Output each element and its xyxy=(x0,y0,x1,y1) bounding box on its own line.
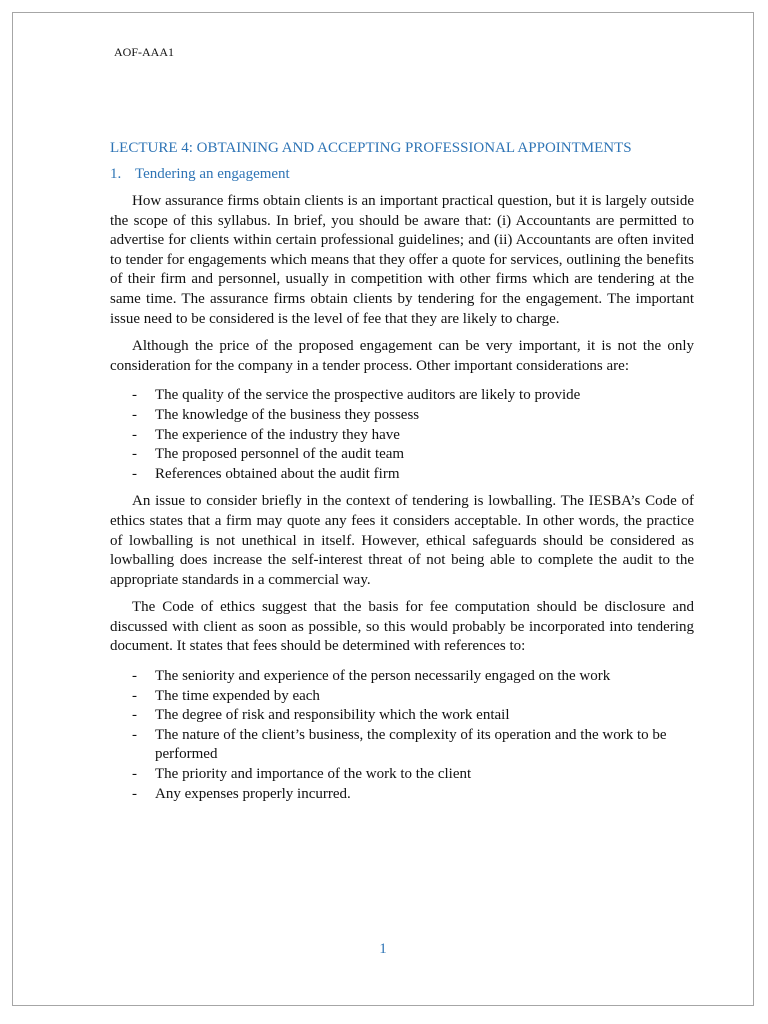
list-item-text: The proposed personnel of the audit team xyxy=(155,446,405,463)
section-number: 1. xyxy=(110,166,122,182)
paragraph-tendering-intro: How assurance firms obtain clients is an important practical question, but it is largely outside the scope of this syllabus. In brief, you should be aware that: (i) Accountants are permitted to advertise for clients within certain professional guidelines; and (ii) Accountants are often invited to tender for engagements which means that they offer a quote for services, outlining the benefits of their firm and personnel, usually in competition with other firms which are tendering at the same time. The assurance firms obtain clients by tendering for the engagement. The important issue need to be considered is the level of fee that they are likely to charge. xyxy=(110,193,694,327)
list-item xyxy=(110,785,694,805)
list-item-text: Any expenses properly incurred. xyxy=(155,785,351,802)
paragraph-lowballing: An issue to consider briefly in the context of tendering is lowballing. The IESBA’s Code of ethics states that a firm may quote any fees it considers acceptable. In other words, the practice of lowballing is not unethical in itself. However, ethical safeguards should be considered as lowballing does increase the self-interest threat of not being able to complete the audit to the appropriate standards in a commercial way. xyxy=(110,493,694,588)
list-item-text: References obtained about the audit firm xyxy=(155,465,400,482)
list-item-text: The nature of the client’s business, the complexity of its operation and the work to be performed xyxy=(155,726,667,763)
section-heading xyxy=(110,165,694,184)
list-dash: - xyxy=(132,707,137,724)
list-item xyxy=(110,687,694,707)
list-dash: - xyxy=(132,446,137,463)
list-item xyxy=(110,667,694,687)
list-dash: - xyxy=(132,426,137,443)
list-item xyxy=(110,706,694,726)
list-item xyxy=(110,386,694,406)
section-title: Tendering an engagement xyxy=(135,166,290,182)
list-dash: - xyxy=(132,785,137,802)
list-dash: - xyxy=(132,387,137,404)
list-item-text: The priority and importance of the work to the client xyxy=(155,766,472,783)
paragraph-price-consideration: Although the price of the proposed engagement can be very important, it is not the only consideration for the company in a tender process. Other important considerations are: xyxy=(110,338,694,374)
list-item xyxy=(110,726,694,765)
list-item xyxy=(110,465,694,485)
list-item xyxy=(110,765,694,785)
list-item xyxy=(110,445,694,465)
list-item-text: The experience of the industry they have xyxy=(155,426,400,443)
fee-factors-list xyxy=(110,667,694,804)
list-item xyxy=(110,426,694,446)
paragraph-fee-computation: The Code of ethics suggest that the basis for fee computation should be disclosure and discussed with client as soon as possible, so this would probably be incorporated into tendering document. It states that fees should be determined with references to: xyxy=(110,599,694,655)
document-header-code: AOF-AAA1 xyxy=(114,45,174,59)
list-dash: - xyxy=(132,668,137,685)
list-item-text: The degree of risk and responsibility which the work entail xyxy=(155,707,510,724)
document-page xyxy=(12,12,754,1006)
list-dash: - xyxy=(132,726,137,743)
list-item-text: The knowledge of the business they possess xyxy=(155,406,420,423)
considerations-list xyxy=(110,386,694,484)
list-item-text: The seniority and experience of the person necessarily engaged on the work xyxy=(155,668,611,685)
list-dash: - xyxy=(132,406,137,423)
list-dash: - xyxy=(132,687,137,704)
list-item-text: The time expended by each xyxy=(155,687,320,704)
list-item-text: The quality of the service the prospective auditors are likely to provide xyxy=(155,387,581,404)
lecture-title: LECTURE 4: OBTAINING AND ACCEPTING PROFESSIONAL APPOINTMENTS xyxy=(110,140,632,156)
list-item xyxy=(110,406,694,426)
list-dash: - xyxy=(132,465,137,482)
document-body xyxy=(110,139,694,804)
list-dash: - xyxy=(132,766,137,783)
page-number: 1 xyxy=(379,941,387,957)
